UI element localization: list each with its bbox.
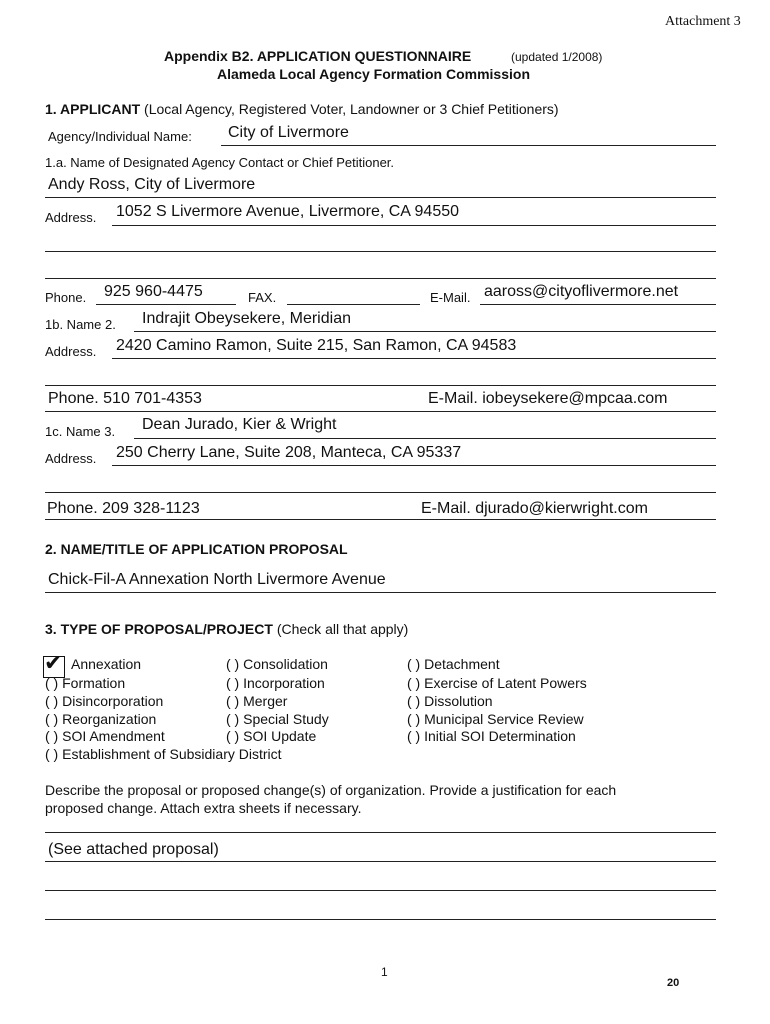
fax1-line[interactable] [287,304,420,305]
option-latent-powers[interactable]: ( ) Exercise of Latent Powers [407,675,587,691]
address2-line [112,358,716,359]
address1-line2 [45,251,716,252]
phone1-label: Phone. [45,290,87,305]
document-title: Appendix B2. APPLICATION QUESTIONNAIRE [164,48,472,64]
checkmark-icon: ✔ [44,651,63,676]
describe-line3 [45,890,716,891]
contact-label: 1.a. Name of Designated Agency Contact or Chief Petitioner. [45,155,395,170]
phone3-line [45,519,716,520]
section1-heading-num: 1. APPLICANT [45,101,141,117]
option-municipal-service-review[interactable]: ( ) Municipal Service Review [407,711,584,727]
phone1-line [96,304,236,305]
option-subsidiary-district[interactable]: ( ) Establishment of Subsidiary District [45,746,282,762]
address3-line2 [45,492,716,493]
name3-line [134,438,716,439]
address3-value[interactable]: 250 Cherry Lane, Suite 208, Manteca, CA 95337 [116,444,462,461]
name3-label: 1c. Name 3. [45,424,116,439]
address1-line [112,225,716,226]
option-soi-amendment[interactable]: ( ) SOI Amendment [45,728,165,744]
section1-heading-rest: (Local Agency, Registered Voter, Landowner or 3 Chief Petitioners) [144,101,559,117]
phone3-value[interactable]: Phone. 209 328-1123 [47,500,200,517]
address1-value[interactable]: 1052 S Livermore Avenue, Livermore, CA 94550 [116,203,460,220]
phone1-value[interactable]: 925 960-4475 [104,283,203,300]
option-detachment[interactable]: ( ) Detachment [407,656,500,672]
email1-label: E-Mail. [430,290,471,305]
agency-name-value[interactable]: City of Livermore [228,124,349,141]
email1-value[interactable]: aaross@cityoflivermore.net [484,283,679,300]
email3-value[interactable]: E-Mail. djurado@kierwright.com [421,500,648,517]
address2-line2 [45,385,716,386]
contact-value[interactable]: Andy Ross, City of Livermore [48,176,256,193]
attachment-label: Attachment 3 [665,14,741,29]
email1-line [480,304,716,305]
name2-value[interactable]: Indrajit Obeysekere, Meridian [142,310,351,327]
describe-line1 [45,832,716,833]
describe-instructions-1: Describe the proposal or proposed change(s) of organization. Provide a justification for each [45,782,617,798]
option-formation[interactable]: ( ) Formation [45,675,126,691]
address2-value[interactable]: 2420 Camino Ramon, Suite 215, San Ramon, CA 94583 [116,337,517,354]
name3-value[interactable]: Dean Jurado, Kier & Wright [142,416,337,433]
describe-line2 [45,861,716,862]
option-incorporation[interactable]: ( ) Incorporation [226,675,325,691]
option-reorganization[interactable]: ( ) Reorganization [45,711,157,727]
agency-name-line [221,145,716,146]
address1-label: Address. [45,210,97,225]
section3-heading [45,621,408,637]
address1-line3 [45,278,716,279]
section2-heading: 2. NAME/TITLE OF APPLICATION PROPOSAL [45,541,348,557]
section3-heading-bold: 3. TYPE OF PROPOSAL/PROJECT [45,621,273,637]
fax1-label: FAX. [248,290,277,305]
option-merger[interactable]: ( ) Merger [226,693,288,709]
name2-label: 1b. Name 2. [45,317,116,332]
document-subtitle: Alameda Local Agency Formation Commission [217,66,530,82]
option-soi-update[interactable]: ( ) SOI Update [226,728,317,744]
page-number: 1 [381,965,388,979]
proposal-title-value[interactable]: Chick-Fil-A Annexation North Livermore Avenue [48,571,386,588]
email2-value[interactable]: E-Mail. iobeysekere@mpcaa.com [428,390,668,407]
option-disincorporation[interactable]: ( ) Disincorporation [45,693,164,709]
option-initial-soi[interactable]: ( ) Initial SOI Determination [407,728,576,744]
address2-label: Address. [45,344,97,359]
describe-line4 [45,919,716,920]
address3-line [112,465,716,466]
address3-label: Address. [45,451,97,466]
option-annexation[interactable]: Annexation [71,656,142,672]
phone2-value[interactable]: Phone. 510 701-4353 [48,390,202,407]
section1-heading [45,101,559,117]
page-number-secondary: 20 [667,977,680,989]
option-special-study[interactable]: ( ) Special Study [226,711,329,727]
describe-value[interactable]: (See attached proposal) [48,841,219,858]
name2-line [134,331,716,332]
agency-name-label: Agency/Individual Name: [48,129,192,144]
proposal-title-line [45,592,716,593]
contact-line [45,197,716,198]
option-dissolution[interactable]: ( ) Dissolution [407,693,493,709]
updated-note: (updated 1/2008) [511,50,603,64]
option-consolidation[interactable]: ( ) Consolidation [226,656,328,672]
phone2-line [45,411,716,412]
describe-instructions-2: proposed change. Attach extra sheets if necessary. [45,800,362,816]
section3-heading-rest: (Check all that apply) [276,621,409,637]
